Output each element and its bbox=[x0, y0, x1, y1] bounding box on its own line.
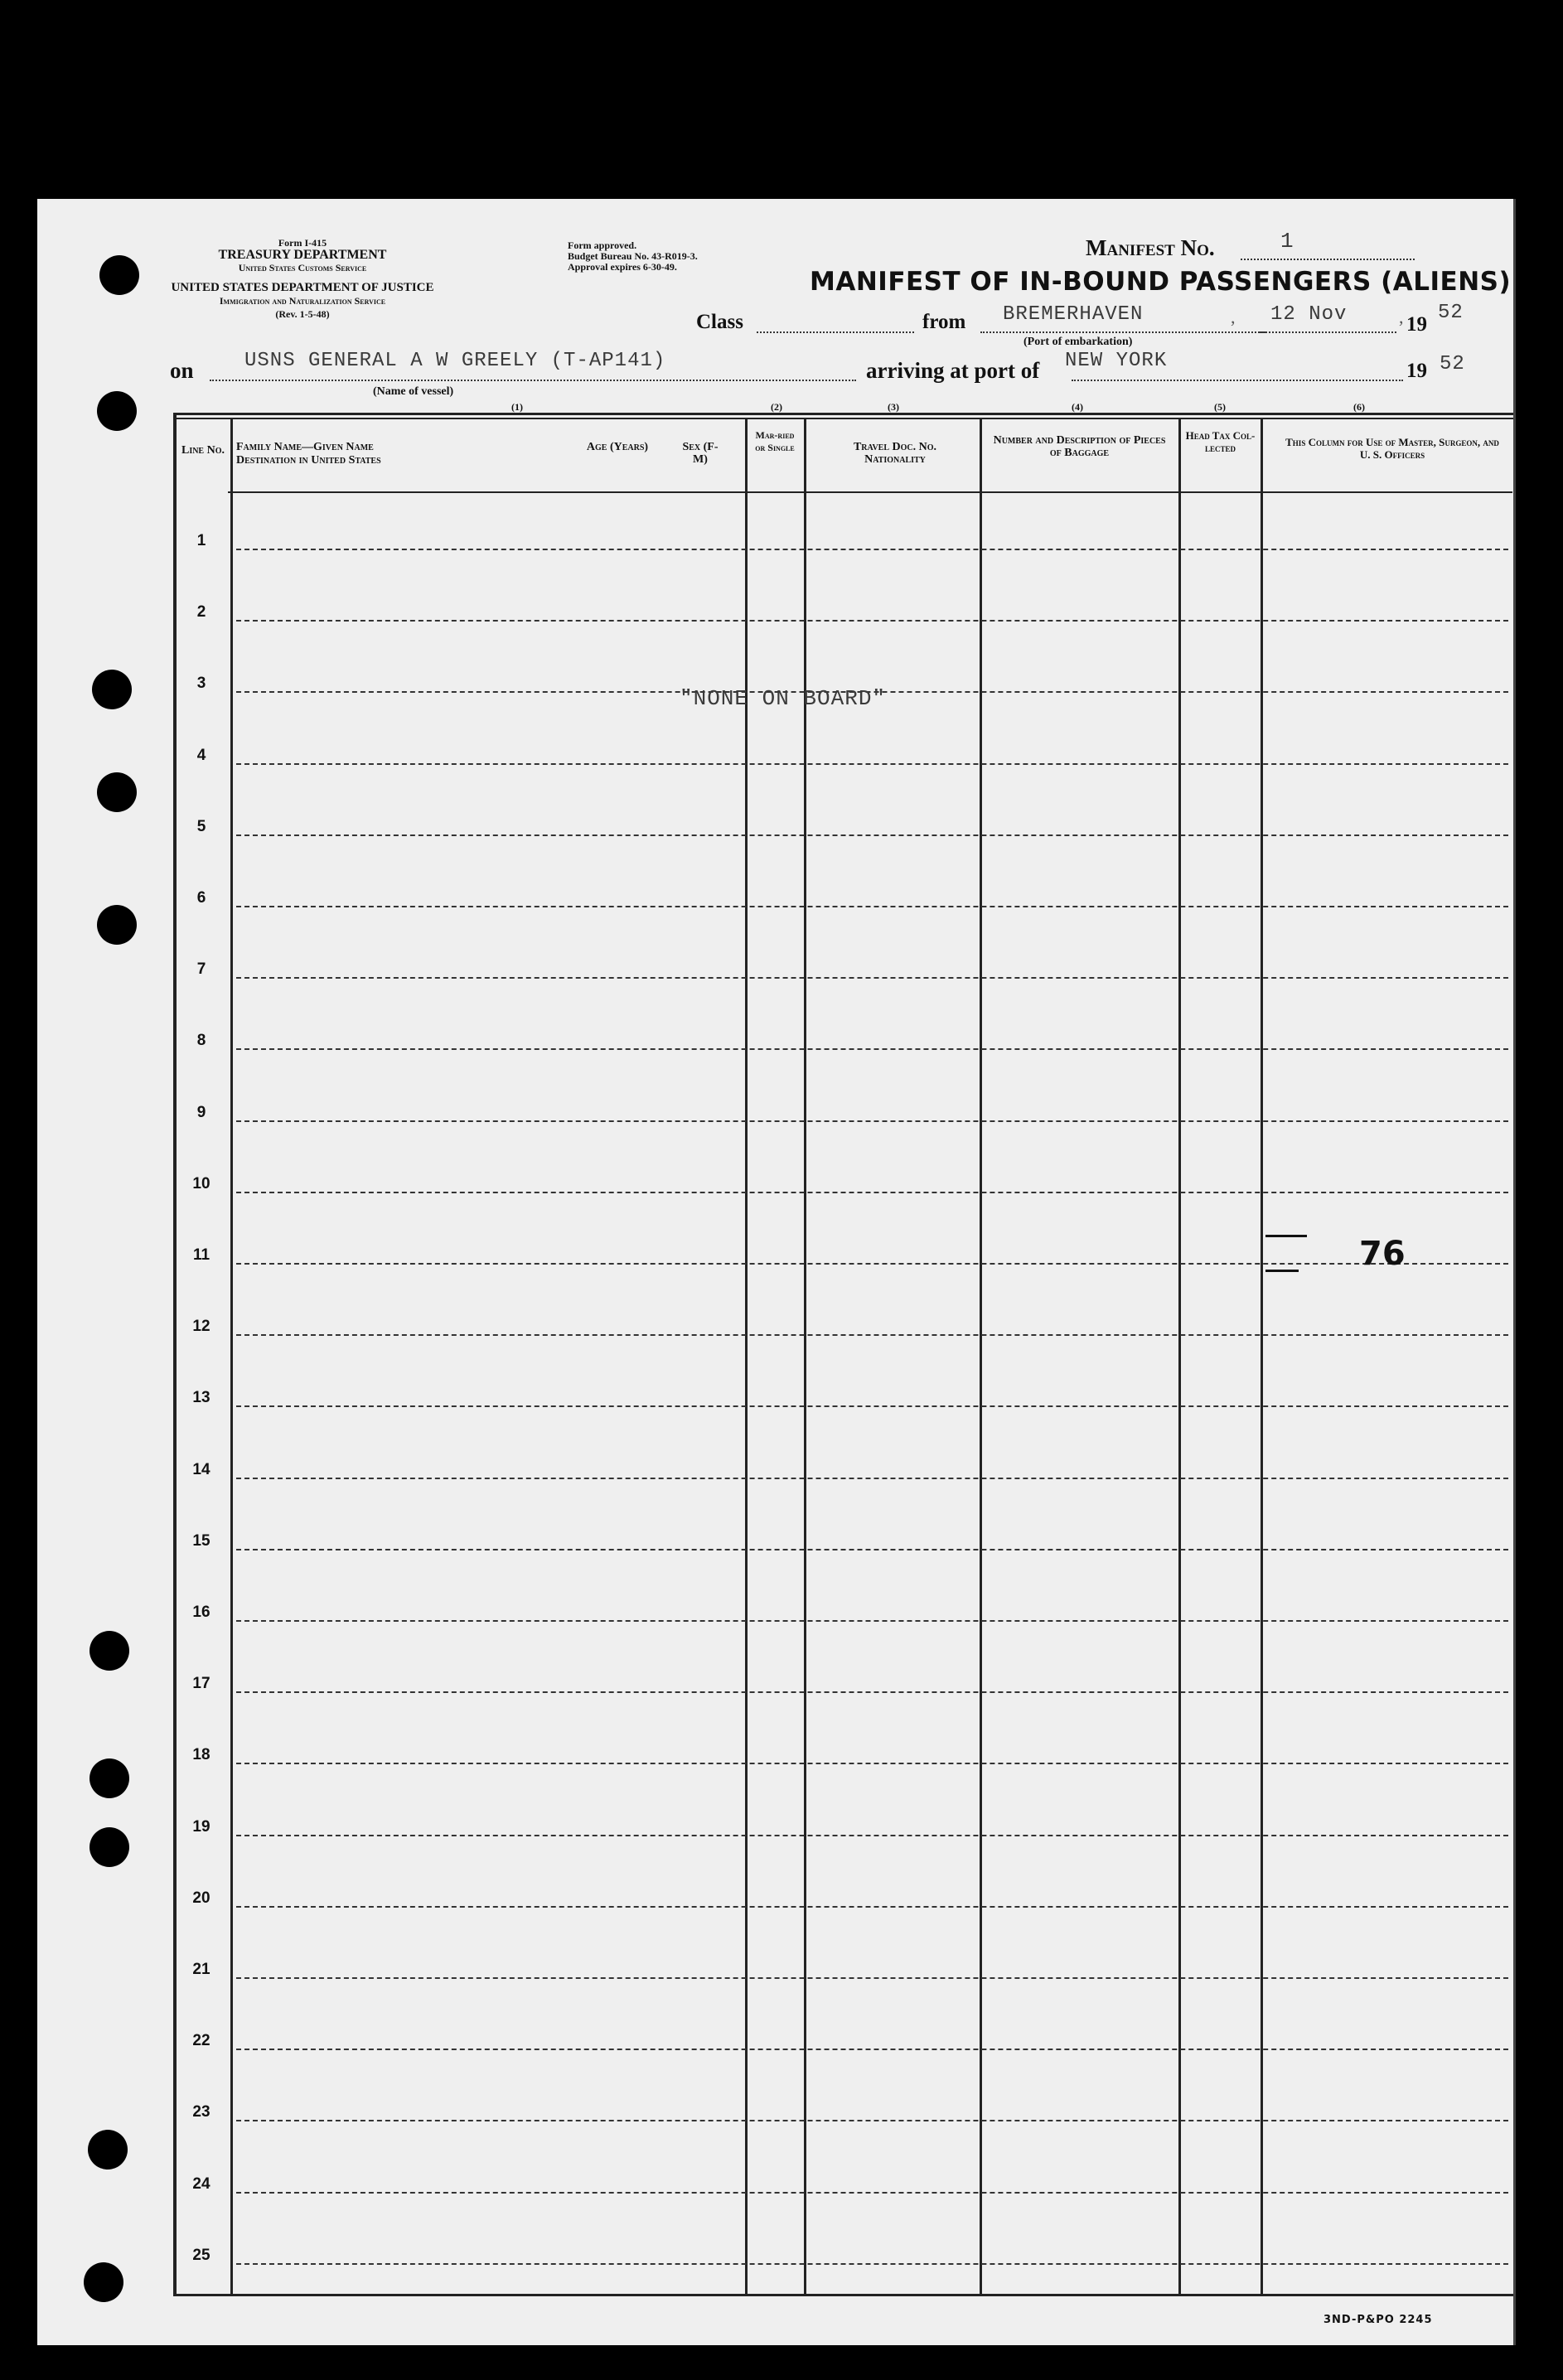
manifest-no-line bbox=[1241, 259, 1415, 260]
row-line bbox=[236, 2263, 1508, 2265]
margin-mark bbox=[1265, 1270, 1299, 1272]
header-sex: Sex (F-M) bbox=[682, 441, 719, 466]
arrival-year-prefix: 19 bbox=[1406, 360, 1427, 382]
punch-hole bbox=[97, 391, 137, 431]
punch-hole bbox=[99, 255, 139, 295]
col-divider-headtax bbox=[1261, 418, 1263, 2296]
row-line bbox=[236, 1478, 1508, 1479]
header-baggage: Number and Description of Pieces of Baggage bbox=[993, 434, 1166, 459]
col-num-3: (3) bbox=[888, 401, 899, 413]
punch-hole bbox=[92, 670, 132, 709]
row-number: 21 bbox=[192, 1961, 210, 1978]
row-line bbox=[236, 549, 1508, 550]
col-divider-travel bbox=[980, 418, 982, 2296]
row-line bbox=[236, 1620, 1508, 1622]
row-line bbox=[236, 2049, 1508, 2050]
row-line bbox=[236, 1334, 1508, 1336]
class-line bbox=[757, 331, 914, 333]
row-number: 25 bbox=[192, 2246, 210, 2264]
date-line bbox=[1260, 331, 1396, 333]
row-line bbox=[236, 1977, 1508, 1979]
row-line bbox=[236, 977, 1508, 979]
row-number: 17 bbox=[192, 1675, 210, 1693]
row-number: 20 bbox=[192, 1889, 210, 1907]
customs-service: United States Customs Service bbox=[238, 262, 367, 273]
row-line bbox=[236, 834, 1508, 836]
ins-service: Immigration and Naturalization Service bbox=[219, 295, 386, 307]
punch-hole bbox=[90, 1758, 129, 1798]
row-number: 3 bbox=[196, 675, 206, 693]
row-line bbox=[236, 1835, 1508, 1836]
row-line bbox=[236, 906, 1508, 907]
manifest-page: Form I-415 TREASURY DEPARTMENT United States Customs Service UNITED STATES DEPARTMENT OF JUSTICE Immigration and Naturalization Service (Rev. 1-5-48) Form approved. Budget Bureau No. 43-R019-3. Approval expires 6-30-49. Manifest No. 1 MANIFEST OF IN-BOUND PASSENGERS (ALIENS) Class from BREMERHAVEN , 12 Nov , 19 52 (Port of embarkation) on USNS GENERAL A W GREELY (T-AP141) (Name of vessel) arriving at port of NEW YORK 19 52 (1) (2) (3) (4) (5) (6) Line No. Family Name—Given Name Destination in United States Age (Years) Sex (F-M) Mar-ried or Single Travel Doc. No. Nationality Number and Description of Pieces of Baggage Head Tax Col-lected This Column for Use of Master, Surgeon, and U. S. Officers 1 2 3 4 5 6 7 8 9 10 11 12 13 14 15 16 17 18 19 20 21 22 23 24 25 "NONE ON BOARD" 76 3ND-P&PO 2245 bbox=[37, 199, 1516, 2345]
row-number: 8 bbox=[196, 1032, 206, 1050]
row-number: 4 bbox=[196, 746, 206, 764]
none-on-board: "NONE ON BOARD" bbox=[680, 686, 887, 711]
from-label: from bbox=[922, 311, 966, 333]
arrival-port: NEW YORK bbox=[1065, 350, 1168, 372]
col-num-5: (5) bbox=[1214, 401, 1226, 413]
arrival-year: 52 bbox=[1440, 353, 1465, 375]
port-embark-caption: (Port of embarkation) bbox=[1023, 336, 1133, 348]
row-number: 5 bbox=[196, 817, 206, 835]
form-number: Form I-415 bbox=[278, 237, 327, 249]
punch-hole bbox=[97, 772, 137, 812]
row-number: 11 bbox=[192, 1246, 210, 1264]
row-number: 9 bbox=[196, 1103, 206, 1121]
col-divider-line bbox=[230, 418, 233, 2296]
punch-hole bbox=[88, 2130, 128, 2170]
row-line bbox=[236, 1763, 1508, 1764]
row-line bbox=[236, 1691, 1508, 1693]
header-family-name: Family Name—Given Name bbox=[236, 441, 374, 453]
table-top-border-2 bbox=[175, 418, 1513, 419]
col-num-4: (4) bbox=[1072, 401, 1083, 413]
row-number: 10 bbox=[192, 1174, 210, 1192]
row-number: 16 bbox=[192, 1604, 210, 1621]
row-line bbox=[236, 1120, 1508, 1122]
form-approved: Form approved. bbox=[568, 239, 637, 251]
department-of-justice: UNITED STATES DEPARTMENT OF JUSTICE bbox=[171, 281, 434, 294]
manifest-label: Manifest No. bbox=[1086, 235, 1215, 260]
header-destination: Destination in United States bbox=[236, 454, 381, 467]
margin-number: 76 bbox=[1359, 1235, 1406, 1273]
col-divider-baggage bbox=[1178, 418, 1181, 2296]
approval-expires: Approval expires 6-30-49. bbox=[568, 261, 677, 273]
vessel-line bbox=[210, 380, 856, 381]
punch-hole bbox=[84, 2262, 123, 2302]
row-number: 15 bbox=[192, 1531, 210, 1550]
col-num-1: (1) bbox=[511, 401, 523, 413]
table-left-border bbox=[173, 413, 177, 2296]
form-approval bbox=[568, 240, 698, 273]
row-number: 1 bbox=[196, 532, 206, 549]
row-number: 23 bbox=[192, 2103, 210, 2121]
arrival-port-line bbox=[1072, 380, 1403, 381]
year-prefix: 19 bbox=[1406, 313, 1427, 336]
revision: (Rev. 1-5-48) bbox=[275, 308, 330, 320]
header-head-tax: Head Tax Col-lected bbox=[1185, 429, 1256, 454]
from-line bbox=[980, 331, 1265, 333]
on-label: on bbox=[170, 358, 194, 383]
embark-year: 52 bbox=[1438, 302, 1464, 324]
row-line bbox=[236, 2120, 1508, 2121]
vessel-caption: (Name of vessel) bbox=[373, 385, 454, 398]
treasury-department: TREASURY DEPARTMENT bbox=[218, 248, 387, 262]
header-age: Age (Years) bbox=[586, 441, 649, 453]
punch-hole bbox=[97, 905, 137, 945]
header-married: Mar-ried or Single bbox=[755, 429, 795, 453]
punch-hole bbox=[90, 1631, 129, 1671]
row-line bbox=[236, 2192, 1508, 2194]
row-line bbox=[236, 1549, 1508, 1550]
row-line bbox=[236, 1192, 1508, 1193]
row-line bbox=[236, 1906, 1508, 1908]
row-number: 12 bbox=[192, 1318, 210, 1336]
header-officers: This Column for Use of Master, Surgeon, and U. S. Officers bbox=[1285, 436, 1499, 461]
table-bottom-border bbox=[175, 2294, 1513, 2296]
punch-hole bbox=[90, 1827, 129, 1867]
table-top-border bbox=[175, 413, 1513, 415]
col-num-6: (6) bbox=[1353, 401, 1365, 413]
row-number: 24 bbox=[192, 2174, 210, 2193]
printer-code: 3ND-P&PO 2245 bbox=[1323, 2314, 1433, 2326]
arriving-label: arriving at port of bbox=[866, 358, 1040, 383]
vessel-name: USNS GENERAL A W GREELY (T-AP141) bbox=[244, 350, 666, 372]
row-line bbox=[236, 1263, 1508, 1265]
row-number: 14 bbox=[192, 1460, 210, 1478]
class-label: Class bbox=[696, 311, 743, 333]
row-number: 19 bbox=[192, 1817, 210, 1836]
row-number: 6 bbox=[196, 889, 206, 907]
header-rule bbox=[228, 491, 1512, 493]
embark-date: 12 Nov bbox=[1270, 303, 1348, 326]
row-line bbox=[236, 1405, 1508, 1407]
row-number: 18 bbox=[192, 1746, 210, 1764]
port-of-embarkation: BREMERHAVEN bbox=[1003, 303, 1144, 326]
margin-mark bbox=[1265, 1235, 1307, 1237]
col-num-2: (2) bbox=[771, 401, 782, 413]
header-line-no: Line No. bbox=[181, 444, 225, 457]
header-travel-doc: Travel Doc. No. Nationality bbox=[853, 441, 937, 466]
row-number: 2 bbox=[196, 603, 206, 622]
row-line bbox=[236, 620, 1508, 622]
row-number: 22 bbox=[192, 2032, 210, 2050]
row-number: 7 bbox=[196, 960, 206, 979]
row-line bbox=[236, 1048, 1508, 1050]
row-number: 13 bbox=[192, 1389, 210, 1407]
budget-bureau: Budget Bureau No. 43-R019-3. bbox=[568, 250, 698, 262]
row-line bbox=[236, 763, 1508, 765]
manifest-number: 1 bbox=[1280, 229, 1294, 254]
page-title: MANIFEST OF IN-BOUND PASSENGERS (ALIENS) bbox=[810, 267, 1512, 297]
